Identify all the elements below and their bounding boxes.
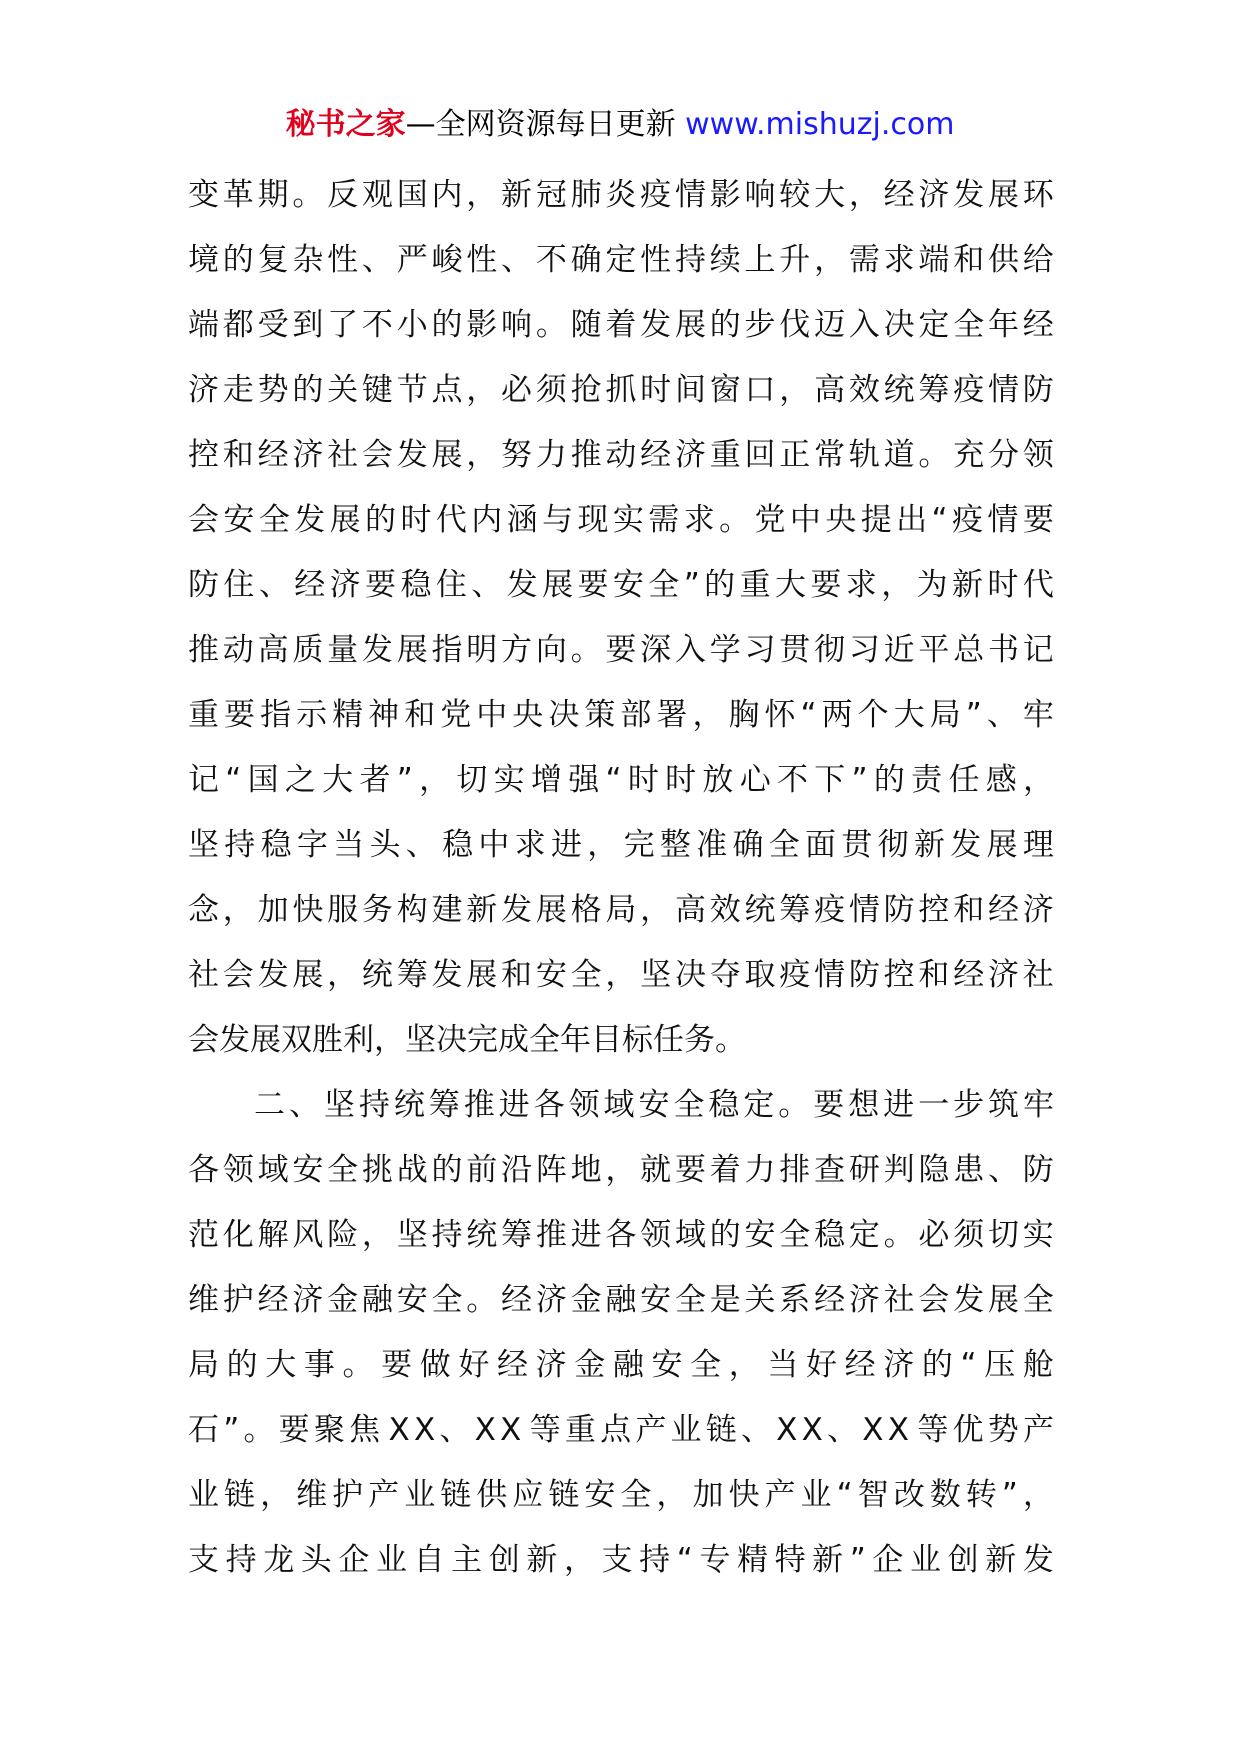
text-line: 各 领 域 安 全 挑 战 的 前 沿 阵 地 ， 就 要 着 力 排 查 研 判 隐 患 、 防 bbox=[188, 1152, 1054, 1188]
text-line: 念 ， 加 快 服 务 构 建 新 发 展 格 局 ， 高 效 统 筹 疫 情 防 控 和 经 济 bbox=[188, 892, 1054, 928]
text-line: 石 ” 。 要 聚 焦 X X 、 X X 等 重 点 产 业 链 、 X X 、 X X 等 优 势 产 bbox=[188, 1412, 1054, 1448]
text-line: 控 和 经 济 社 会 发 展 ， 努 力 推 动 经 济 重 回 正 常 轨 道 。 充 分 领 bbox=[188, 437, 1054, 473]
text-line: 坚 持 稳 字 当 头 、 稳 中 求 进 ， 完 整 准 确 全 面 贯 彻 新 发 展 理 bbox=[188, 827, 1054, 863]
site-tagline: —全网资源每日更新 bbox=[405, 107, 676, 142]
text-line: 重 要 指 示 精 神 和 党 中 央 决 策 部 署 ， 胸 怀 “ 两 个 大 局 ” 、 牢 bbox=[188, 697, 1054, 733]
text-line: 维 护 经 济 金 融 安 全 。 经 济 金 融 安 全 是 关 系 经 济 社 会 发 展 全 bbox=[188, 1282, 1054, 1318]
text-line: 范 化 解 风 险 ， 坚 持 统 筹 推 进 各 领 域 的 安 全 稳 定 。 必 须 切 实 bbox=[188, 1217, 1054, 1253]
text-line: 会 安 全 发 展 的 时 代 内 涵 与 现 实 需 求 。 党 中 央 提 出 “ 疫 情 要 bbox=[188, 502, 1054, 538]
text-line: 境 的 复 杂 性 、 严 峻 性 、 不 确 定 性 持 续 上 升 ， 需 求 端 和 供 给 bbox=[188, 242, 1054, 278]
section-heading-line: 二 、 坚 持 统 筹 推 进 各 领 域 安 全 稳 定 。 要 想 进 一 步 筑 牢 bbox=[254, 1087, 1054, 1123]
document-body bbox=[188, 163, 1054, 1593]
text-line: 济 走 势 的 关 键 节 点 ， 必 须 抢 抓 时 间 窗 口 ， 高 效 统 筹 疫 情 防 bbox=[188, 372, 1054, 408]
site-url-link[interactable]: www.mishuzj.com bbox=[685, 107, 955, 142]
text-line: 记 “ 国 之 大 者 ” ， 切 实 增 强 “ 时 时 放 心 不 下 ” 的 责 任 感 ， bbox=[188, 762, 1054, 798]
text-line: 支 持 龙 头 企 业 自 主 创 新 ， 支 持 “ 专 精 特 新 ” 企 业 创 新 发 bbox=[188, 1542, 1054, 1578]
text-line: 会发展双胜利，坚决完成全年目标任务。 bbox=[188, 1022, 746, 1058]
text-line: 推 动 高 质 量 发 展 指 明 方 向 。 要 深 入 学 习 贯 彻 习 近 平 总 书 记 bbox=[188, 632, 1054, 668]
site-brand: 秘书之家 bbox=[285, 107, 406, 142]
text-line: 防 住 、 经 济 要 稳 住 、 发 展 要 安 全 ” 的 重 大 要 求 ， 为 新 时 代 bbox=[188, 567, 1054, 603]
text-line: 局 的 大 事 。 要 做 好 经 济 金 融 安 全 ， 当 好 经 济 的 “ 压 舱 bbox=[188, 1347, 1054, 1383]
text-line: 业 链 ， 维 护 产 业 链 供 应 链 安 全 ， 加 快 产 业 “ 智 改 数 转 ” ， bbox=[188, 1477, 1054, 1513]
site-header bbox=[0, 103, 1240, 147]
text-line: 社 会 发 展 ， 统 筹 发 展 和 安 全 ， 坚 决 夺 取 疫 情 防 控 和 经 济 社 bbox=[188, 957, 1054, 993]
text-line: 变 革 期 。 反 观 国 内 ， 新 冠 肺 炎 疫 情 影 响 较 大 ， 经 济 发 展 环 bbox=[188, 177, 1054, 213]
text-line: 端 都 受 到 了 不 小 的 影 响 。 随 着 发 展 的 步 伐 迈 入 决 定 全 年 经 bbox=[188, 307, 1054, 343]
